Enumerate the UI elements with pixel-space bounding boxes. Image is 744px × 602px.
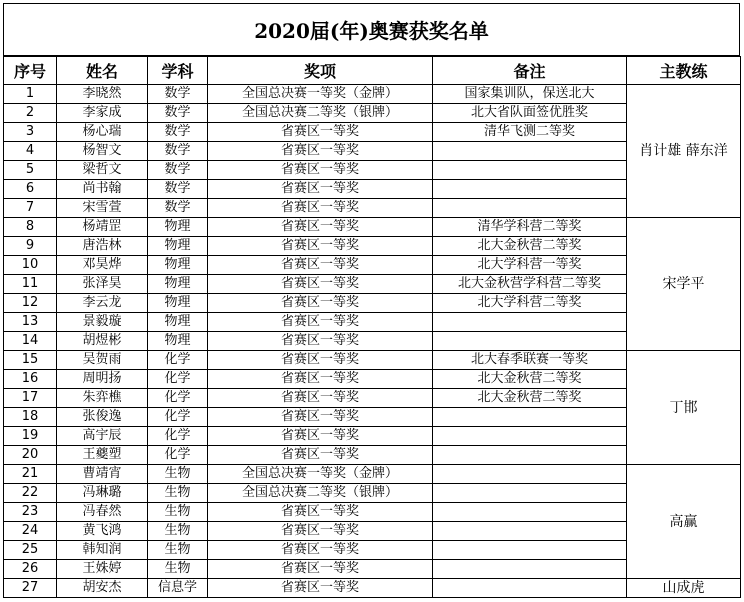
cell-subject: 信息学 [148, 579, 208, 598]
cell-name: 李晓然 [57, 85, 148, 104]
cell-award: 省赛区一等奖 [208, 579, 433, 598]
cell-award: 省赛区一等奖 [208, 218, 433, 237]
award-sheet [3, 3, 740, 598]
cell-index: 13 [4, 313, 57, 332]
cell-remark: 北大学科营一等奖 [433, 256, 627, 275]
cell-index: 8 [4, 218, 57, 237]
table-row [4, 351, 741, 370]
cell-award: 全国总决赛二等奖（银牌） [208, 104, 433, 123]
cell-name: 杨心瑞 [57, 123, 148, 142]
cell-index: 17 [4, 389, 57, 408]
cell-subject: 数学 [148, 104, 208, 123]
cell-index: 20 [4, 446, 57, 465]
cell-remark: 北大学科营二等奖 [433, 294, 627, 313]
cell-remark: 国家集训队，保送北大 [433, 85, 627, 104]
cell-remark: 北大春季联赛一等奖 [433, 351, 627, 370]
cell-award: 省赛区一等奖 [208, 313, 433, 332]
cell-subject: 物理 [148, 313, 208, 332]
cell-remark [433, 465, 627, 484]
cell-index: 25 [4, 541, 57, 560]
cell-index: 12 [4, 294, 57, 313]
cell-index: 26 [4, 560, 57, 579]
cell-index: 2 [4, 104, 57, 123]
cell-remark [433, 427, 627, 446]
cell-remark [433, 560, 627, 579]
header-index: 序号 [4, 57, 57, 85]
cell-name: 周明扬 [57, 370, 148, 389]
cell-award: 省赛区一等奖 [208, 180, 433, 199]
cell-award: 省赛区一等奖 [208, 237, 433, 256]
cell-subject: 数学 [148, 199, 208, 218]
cell-name: 杨靖罡 [57, 218, 148, 237]
cell-subject: 物理 [148, 237, 208, 256]
cell-remark [433, 161, 627, 180]
cell-name: 杨智文 [57, 142, 148, 161]
cell-award: 省赛区一等奖 [208, 161, 433, 180]
table-row [4, 218, 741, 237]
cell-name: 张泽昊 [57, 275, 148, 294]
cell-subject: 数学 [148, 180, 208, 199]
cell-name: 胡煜彬 [57, 332, 148, 351]
cell-subject: 数学 [148, 85, 208, 104]
cell-index: 18 [4, 408, 57, 427]
cell-remark [433, 180, 627, 199]
cell-remark [433, 503, 627, 522]
cell-subject: 化学 [148, 389, 208, 408]
cell-subject: 数学 [148, 142, 208, 161]
cell-name: 朱弈樵 [57, 389, 148, 408]
table-row [4, 465, 741, 484]
header-subject: 学科 [148, 57, 208, 85]
cell-coach: 丁邯 [627, 351, 741, 465]
cell-index: 1 [4, 85, 57, 104]
cell-name: 冯春然 [57, 503, 148, 522]
cell-index: 16 [4, 370, 57, 389]
cell-name: 邓昊烨 [57, 256, 148, 275]
cell-remark [433, 313, 627, 332]
cell-award: 省赛区一等奖 [208, 427, 433, 446]
cell-coach: 肖计雄 薛东洋 [627, 85, 741, 218]
cell-award: 省赛区一等奖 [208, 503, 433, 522]
cell-award: 省赛区一等奖 [208, 332, 433, 351]
cell-name: 吴贺雨 [57, 351, 148, 370]
cell-remark [433, 484, 627, 503]
cell-index: 11 [4, 275, 57, 294]
cell-name: 景毅璇 [57, 313, 148, 332]
cell-subject: 物理 [148, 256, 208, 275]
cell-remark [433, 199, 627, 218]
cell-index: 9 [4, 237, 57, 256]
cell-remark: 北大金秋营二等奖 [433, 389, 627, 408]
cell-subject: 物理 [148, 275, 208, 294]
cell-award: 省赛区一等奖 [208, 541, 433, 560]
cell-award: 省赛区一等奖 [208, 275, 433, 294]
cell-index: 14 [4, 332, 57, 351]
cell-index: 23 [4, 503, 57, 522]
cell-subject: 数学 [148, 161, 208, 180]
cell-name: 李家成 [57, 104, 148, 123]
cell-award: 省赛区一等奖 [208, 408, 433, 427]
cell-award: 省赛区一等奖 [208, 370, 433, 389]
cell-name: 宋雪萱 [57, 199, 148, 218]
award-table-body [4, 85, 741, 598]
cell-name: 胡安杰 [57, 579, 148, 598]
cell-remark [433, 332, 627, 351]
cell-name: 韩知润 [57, 541, 148, 560]
header-row [4, 57, 741, 85]
cell-coach: 山成虎 [627, 579, 741, 598]
cell-remark [433, 446, 627, 465]
cell-subject: 化学 [148, 408, 208, 427]
cell-coach: 宋学平 [627, 218, 741, 351]
cell-name: 张俊逸 [57, 408, 148, 427]
cell-index: 4 [4, 142, 57, 161]
cell-subject: 生物 [148, 465, 208, 484]
cell-subject: 物理 [148, 218, 208, 237]
cell-name: 王夔塑 [57, 446, 148, 465]
cell-award: 省赛区一等奖 [208, 142, 433, 161]
award-table [3, 56, 741, 598]
cell-index: 3 [4, 123, 57, 142]
cell-index: 6 [4, 180, 57, 199]
cell-remark [433, 408, 627, 427]
cell-subject: 物理 [148, 294, 208, 313]
cell-subject: 化学 [148, 427, 208, 446]
cell-name: 黄飞鸿 [57, 522, 148, 541]
cell-name: 梁哲文 [57, 161, 148, 180]
cell-subject: 物理 [148, 332, 208, 351]
cell-name: 李云龙 [57, 294, 148, 313]
cell-award: 全国总决赛一等奖（金牌） [208, 85, 433, 104]
cell-award: 省赛区一等奖 [208, 446, 433, 465]
cell-subject: 数学 [148, 123, 208, 142]
cell-remark: 北大金秋营学科营二等奖 [433, 275, 627, 294]
cell-index: 21 [4, 465, 57, 484]
cell-award: 省赛区一等奖 [208, 294, 433, 313]
cell-award: 省赛区一等奖 [208, 256, 433, 275]
cell-award: 省赛区一等奖 [208, 351, 433, 370]
cell-index: 19 [4, 427, 57, 446]
header-award: 奖项 [208, 57, 433, 85]
cell-remark: 北大省队面签优胜奖 [433, 104, 627, 123]
cell-name: 高宇辰 [57, 427, 148, 446]
header-coach: 主教练 [627, 57, 741, 85]
cell-remark: 清华学科营二等奖 [433, 218, 627, 237]
cell-remark [433, 522, 627, 541]
cell-remark [433, 541, 627, 560]
cell-index: 24 [4, 522, 57, 541]
cell-remark [433, 579, 627, 598]
cell-name: 唐浩林 [57, 237, 148, 256]
cell-subject: 化学 [148, 370, 208, 389]
cell-name: 冯琳璐 [57, 484, 148, 503]
cell-index: 7 [4, 199, 57, 218]
cell-remark: 清华飞测二等奖 [433, 123, 627, 142]
cell-award: 省赛区一等奖 [208, 199, 433, 218]
cell-award: 省赛区一等奖 [208, 522, 433, 541]
cell-subject: 生物 [148, 522, 208, 541]
cell-name: 尚书翰 [57, 180, 148, 199]
table-row [4, 579, 741, 598]
cell-name: 曹靖宵 [57, 465, 148, 484]
cell-index: 22 [4, 484, 57, 503]
cell-award: 全国总决赛二等奖（银牌） [208, 484, 433, 503]
cell-subject: 化学 [148, 351, 208, 370]
cell-award: 省赛区一等奖 [208, 123, 433, 142]
cell-coach: 高赢 [627, 465, 741, 579]
cell-subject: 化学 [148, 446, 208, 465]
header-name: 姓名 [57, 57, 148, 85]
cell-award: 省赛区一等奖 [208, 560, 433, 579]
cell-index: 5 [4, 161, 57, 180]
cell-name: 王姝婷 [57, 560, 148, 579]
cell-subject: 生物 [148, 541, 208, 560]
cell-remark [433, 142, 627, 161]
header-remark: 备注 [433, 57, 627, 85]
cell-award: 省赛区一等奖 [208, 389, 433, 408]
cell-award: 全国总决赛一等奖（金牌） [208, 465, 433, 484]
cell-remark: 北大金秋营二等奖 [433, 237, 627, 256]
cell-index: 27 [4, 579, 57, 598]
cell-index: 10 [4, 256, 57, 275]
cell-remark: 北大金秋营二等奖 [433, 370, 627, 389]
cell-subject: 生物 [148, 560, 208, 579]
table-row [4, 85, 741, 104]
cell-subject: 生物 [148, 484, 208, 503]
cell-subject: 生物 [148, 503, 208, 522]
cell-index: 15 [4, 351, 57, 370]
sheet-title: 2020届(年)奥赛获奖名单 [3, 3, 740, 56]
